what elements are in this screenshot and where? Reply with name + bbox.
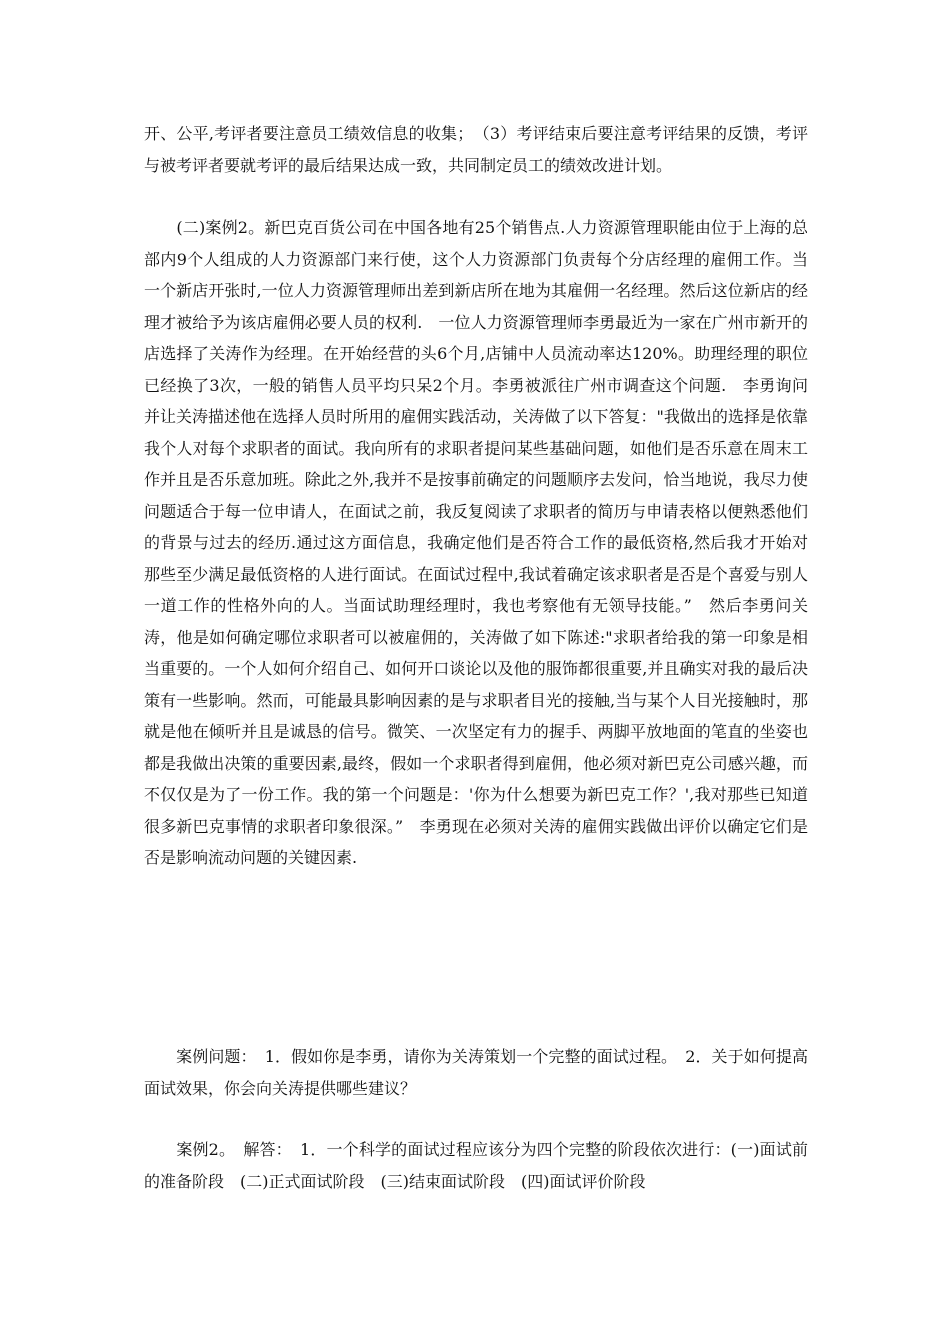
paragraph-case-2-description: (二)案例2。新巴克百货公司在中国各地有25个销售点.人力资源管理职能由位于上海的总部内9个人组成的人力资源部门来行使，这个人力资源部门负责每个分店经理的雇佣工作。当一个新店开张时,一位人力资源管理师出差到新店所在地为其雇佣一名经理。然后这位新店的经理才被给予为该店雇佣必要人员的权利. 一位人力资源管理师李勇最近为一家在广州市新开的店选择了关涛作为经理。在开始经营的头6个月,店铺中人员流动率达120%。助理经理的职位已经换了3次，一般的销售人员平均只呆2个月。李勇被派往广州市调查这个问题. 李勇询问并让关涛描述他在选择人员时所用的雇佣实践活动，关涛做了以下答复："我做出的选择是依靠我个人对每个求职者的面试。我向所有的求职者提问某些基础问题，如他们是否乐意在周末工作并且是否乐意加班。除此之外,我并不是按事前确定的问题顺序去发问，恰当地说，我尽力使问题适合于每一位申请人，在面试之前，我反复阅读了求职者的简历与申请表格以便熟悉他们的背景与过去的经历.通过这方面信息，我确定他们是否符合工作的最低资格,然后我才开始对那些至少满足最低资格的人进行面试。在面试过程中,我试着确定该求职者是否是个喜爱与别人一道工作的性格外向的人。当面试助理经理时，我也考察他有无领导技能。” 然后李勇问关涛，他是如何确定哪位求职者可以被雇佣的，关涛做了如下陈述:"求职者给我的第一印象是相当重要的。一个人如何介绍自己、如何开口谈论以及他的服饰都很重要,并且确实对我的最后决策有一些影响。然而，可能最具影响因素的是与求职者目光的接触,当与某个人目光接触时，那就是他在倾听并且是诚恳的信号。微笑、一次坚定有力的握手、两脚平放地面的笔直的坐姿也都是我做出决策的重要因素,最终，假如一个求职者得到雇佣，他必须对新巴克公司感兴趣，而不仅仅是为了一份工作。我的第一个问题是：'你为什么想要为新巴克工作？',我对那些已知道很多新巴克事情的求职者印象很深。” 李勇现在必须对关涛的雇佣实践做出评价以确定它们是否是影响流动问题的关键因素. <box>144 218 808 867</box>
paragraph-case-answer: 案例2。 解答： 1．一个科学的面试过程应该分为四个完整的阶段依次进行：(一)面试前的准备阶段 (二)正式面试阶段 (三)结束面试阶段 (四)面试评价阶段 <box>144 1140 808 1191</box>
paragraph-case-questions: 案例问题： 1．假如你是李勇，请你为关涛策划一个完整的面试过程。 2．关于如何提高面试效果，你会向关涛提供哪些建议？ <box>144 1047 808 1098</box>
paragraph-appraisal-tips: 开、公平,考评者要注意员工绩效信息的收集； （3）考评结束后要注意考评结果的反馈，考评与被考评者要就考评的最后结果达成一致，共同制定员工的绩效改进计划。 <box>144 124 808 175</box>
